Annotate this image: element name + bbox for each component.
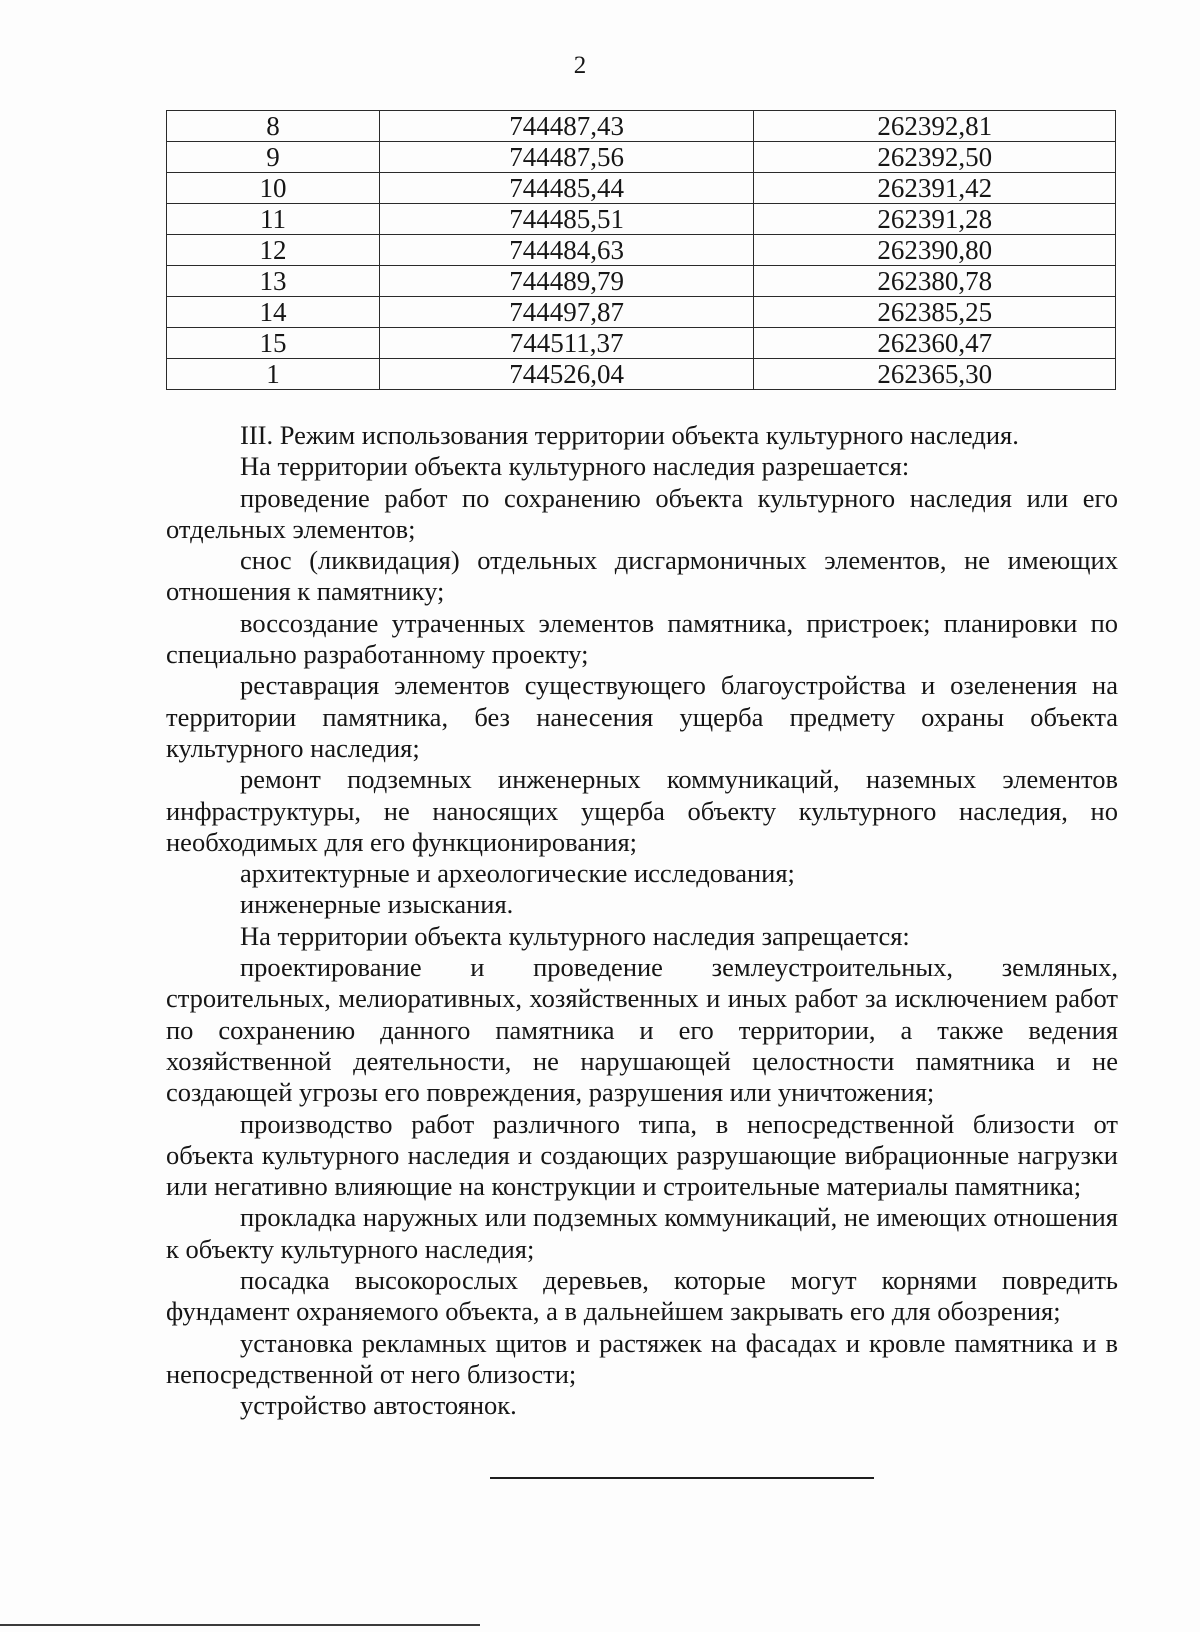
x-coordinate-cell: 744497,87 xyxy=(379,297,753,328)
table-row xyxy=(167,235,1116,266)
permitted-item: воссоздание утраченных элементов памятника, пристроек; планировки по специально разработанному проекту; xyxy=(166,607,1118,670)
x-coordinate-cell: 744485,44 xyxy=(379,173,753,204)
body-text xyxy=(166,420,1118,1422)
x-coordinate-cell: 744487,43 xyxy=(379,111,753,142)
end-of-text-rule xyxy=(490,1477,874,1479)
permitted-item: инженерные изыскания. xyxy=(240,889,514,920)
point-number-cell: 9 xyxy=(167,142,380,173)
point-number-cell: 1 xyxy=(167,359,380,390)
permitted-item: снос (ликвидация) отдельных дисгармоничных элементов, не имеющих отношения к памятнику; xyxy=(166,545,1118,607)
prohibited-item: устройство автостоянок. xyxy=(240,1390,517,1421)
point-number-cell: 10 xyxy=(167,173,380,204)
table-row xyxy=(167,297,1116,328)
table-row xyxy=(167,204,1116,235)
y-coordinate-cell: 262391,42 xyxy=(754,173,1116,204)
permitted-intro: На территории объекта культурного наследия разрешается: xyxy=(240,451,910,482)
y-coordinate-cell: 262360,47 xyxy=(754,328,1116,359)
x-coordinate-cell: 744489,79 xyxy=(379,266,753,297)
table-row xyxy=(167,359,1116,390)
prohibited-item: проектирование и проведение землеустроительных, земляных, строительных, мелиоративных, хозяйственных и иных работ за исключением работ по сохранению данного памятника и его территории, а также ведения хозяйственной деятельности, не нарушающей целостности памятника и не создающей угрозы его повреждения, разрушения или уничтожения; xyxy=(166,952,1118,1108)
y-coordinate-cell: 262385,25 xyxy=(754,297,1116,328)
prohibited-item: производство работ различного типа, в непосредственной близости от объекта культурного наследия и создающих разрушающие вибрационные нагрузки или негативно влияющие на конструкции и строительные материалы памятника; xyxy=(166,1108,1118,1202)
section-heading: III. Режим использования территории объекта культурного наследия. xyxy=(240,420,1019,450)
x-coordinate-cell: 744526,04 xyxy=(379,359,753,390)
x-coordinate-cell: 744511,37 xyxy=(379,328,753,359)
y-coordinate-cell: 262390,80 xyxy=(754,235,1116,266)
table-row xyxy=(167,142,1116,173)
y-coordinate-cell: 262392,81 xyxy=(754,111,1116,142)
prohibited-item: установка рекламных щитов и растяжек на фасадах и кровле памятника и в непосредственной от него близости; xyxy=(166,1327,1118,1389)
point-number-cell: 15 xyxy=(167,328,380,359)
prohibited-intro: На территории объекта культурного наследия запрещается: xyxy=(240,920,910,951)
point-number-cell: 13 xyxy=(167,266,380,297)
permitted-item: архитектурные и археологические исследования; xyxy=(240,858,795,889)
page-number: 2 xyxy=(573,52,587,79)
table-row xyxy=(167,173,1116,204)
permitted-item: реставрация элементов существующего благоустройства и озеленения на территории памятника, без нанесения ущерба предмету охраны объекта культурного наследия; xyxy=(166,670,1118,763)
point-number-cell: 8 xyxy=(167,111,380,142)
table-row xyxy=(167,328,1116,359)
table-row xyxy=(167,111,1116,142)
prohibited-item: посадка высокорослых деревьев, которые могут корнями повредить фундамент охраняемого объекта, а в дальнейшем закрывать его для обозрения; xyxy=(166,1265,1118,1327)
permitted-item: проведение работ по сохранению объекта культурного наследия или его отдельных элементов; xyxy=(166,482,1118,544)
scan-bottom-edge-line xyxy=(0,1624,480,1626)
x-coordinate-cell: 744484,63 xyxy=(379,235,753,266)
table-row xyxy=(167,266,1116,297)
y-coordinate-cell: 262392,50 xyxy=(754,142,1116,173)
y-coordinate-cell: 262391,28 xyxy=(754,204,1116,235)
coordinates-table xyxy=(166,110,1116,390)
point-number-cell: 14 xyxy=(167,297,380,328)
x-coordinate-cell: 744487,56 xyxy=(379,142,753,173)
point-number-cell: 11 xyxy=(167,204,380,235)
permitted-item: ремонт подземных инженерных коммуникаций, наземных элементов инфраструктуры, не наносящих ущерба объекту культурного наследия, но необходимых для его функционирования; xyxy=(166,764,1118,857)
point-number-cell: 12 xyxy=(167,235,380,266)
y-coordinate-cell: 262380,78 xyxy=(754,266,1116,297)
x-coordinate-cell: 744485,51 xyxy=(379,204,753,235)
prohibited-item: прокладка наружных или подземных коммуникаций, не имеющих отношения к объекту культурного наследия; xyxy=(166,1202,1118,1264)
y-coordinate-cell: 262365,30 xyxy=(754,359,1116,390)
